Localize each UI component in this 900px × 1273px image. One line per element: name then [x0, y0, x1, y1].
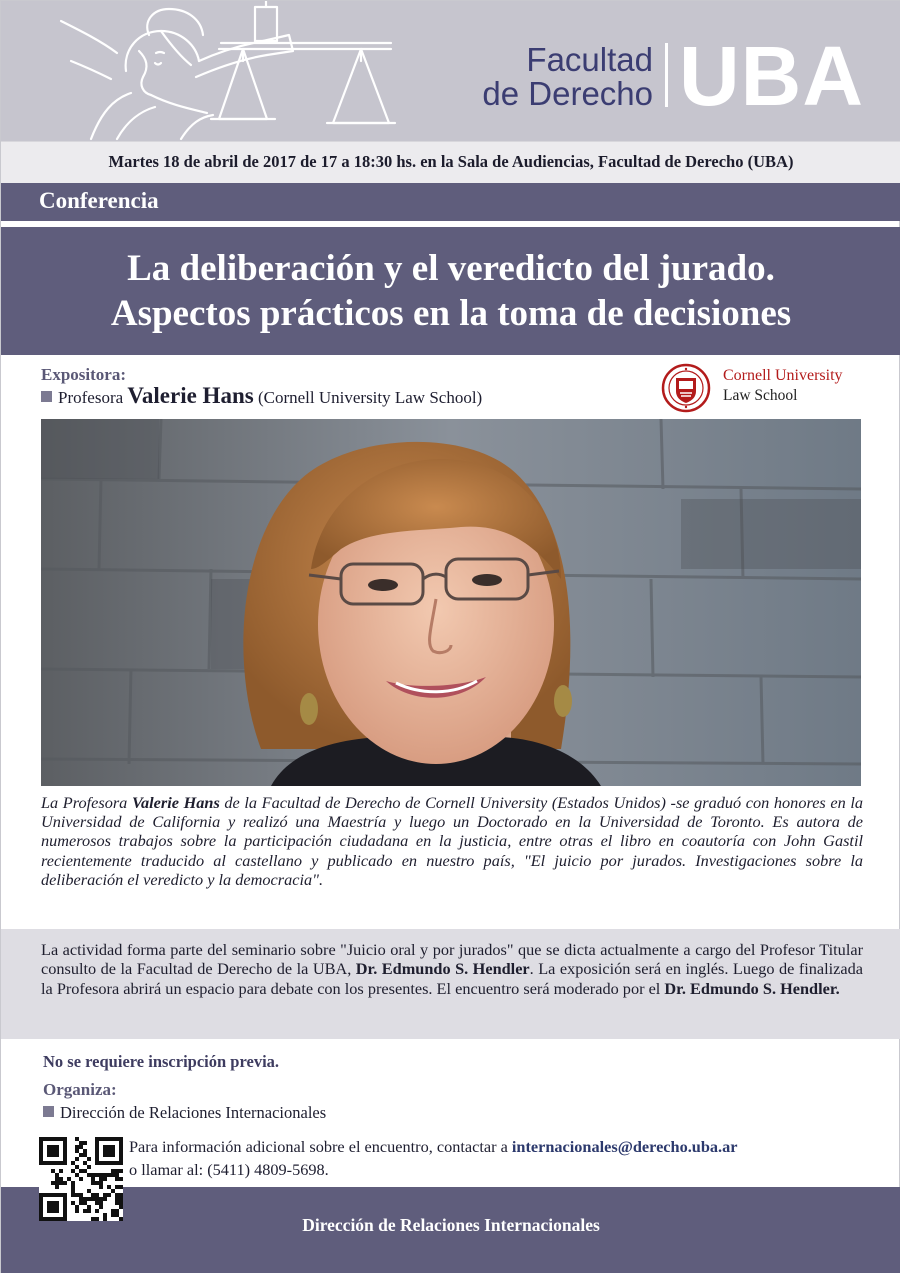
qr-code-icon[interactable]	[39, 1137, 123, 1221]
speaker-name: Valerie Hans	[127, 383, 254, 408]
uba-logo-text: UBA	[679, 29, 864, 123]
contact-prefix: Para información adicional sobre el encuentro, contactar a	[129, 1137, 512, 1156]
faculty-name	[463, 43, 653, 111]
organizer-line	[43, 1103, 326, 1123]
bio-text-2: de la Facultad de Derecho de Cornell University (Estados Unidos) -se graduó con honores en la Universidad de California y realizó una Maestría y luego un Doctorado en la Universidad de Toronto. Es autora de numerosos trabajos sobre la participación ciudadana en la justicia, entre otras el libro en coautoría con John Gastil recientemente traducido al castellano y publicado en nuestro país, "El juicio por jurados. Investigaciones sobre la deliberación el veredicto y la democracia".	[41, 793, 864, 889]
cornell-sub: Law School	[723, 387, 798, 404]
event-type: Conferencia	[39, 188, 159, 213]
event-title-line-2: Aspectos prácticos en la toma de decisiones	[110, 293, 792, 334]
faculty-line-2: de Derecho	[482, 75, 653, 112]
organizer-name: Dirección de Relaciones Internacionales	[60, 1103, 327, 1122]
date-band	[1, 141, 900, 183]
title-band	[1, 227, 900, 355]
info-name-1: Dr. Edmundo S. Hendler	[355, 959, 530, 979]
qr-code-graphic	[39, 1137, 123, 1221]
logo-divider	[665, 43, 668, 107]
info-text-2: . La exposición será en inglés. Luego de finalizada la Profesora abrirá un espacio para debate con los presentes. El encuentro será moderado por el	[41, 959, 863, 998]
activity-info-band	[1, 929, 900, 1039]
bio-text-1: La Profesora	[41, 793, 132, 812]
info-text-1: La actividad forma parte del seminario sobre "Juicio oral y por jurados" que se dicta actualmente a cargo del Profesor Titular consulto de la Facultad de Derecho de la UBA,	[41, 940, 863, 979]
speaker-label: Expositora:	[41, 365, 126, 384]
speaker-affiliation: (Cornell University Law School)	[257, 388, 483, 407]
registration-note: No se requiere inscripción previa.	[43, 1052, 280, 1071]
info-name-2: Dr. Edmundo S. Hendler.	[664, 978, 840, 998]
contact-info	[129, 1135, 737, 1181]
activity-info	[41, 940, 863, 998]
organizer-label: Organiza:	[43, 1080, 117, 1099]
faculty-line-1: Facultad	[526, 41, 653, 78]
footer-text: Dirección de Relaciones Internacionales	[302, 1215, 600, 1235]
contact-phone: o llamar al: (5411) 4809-5698.	[129, 1160, 329, 1179]
footer-band	[1, 1187, 900, 1273]
header-band	[1, 1, 900, 141]
cornell-name: Cornell University	[723, 367, 843, 384]
event-type-band	[1, 183, 900, 221]
event-date-location: Martes 18 de abril de 2017 de 17 a 18:30 hs. en la Sala de Audiencias, Facultad de Derecho (UBA)	[108, 152, 794, 171]
event-title-line-1: La deliberación y el veredicto del jurado.	[127, 248, 775, 289]
bio-speaker-name: Valerie Hans	[131, 793, 220, 812]
speaker-prefix: Profesora	[58, 388, 124, 407]
speaker-bio	[41, 793, 863, 889]
speaker-photo	[41, 419, 861, 786]
bullet-square-icon	[43, 1106, 54, 1117]
contact-email-link[interactable]: internacionales@derecho.uba.ar	[511, 1137, 738, 1156]
bullet-square-icon	[41, 391, 52, 402]
justice-statue-illustration	[31, 1, 411, 141]
speaker-line	[41, 383, 482, 409]
cornell-logo	[659, 361, 869, 411]
contact-line-1	[129, 1135, 737, 1158]
cornell-seal-icon	[661, 363, 711, 413]
speaker-portrait-image	[41, 419, 861, 786]
